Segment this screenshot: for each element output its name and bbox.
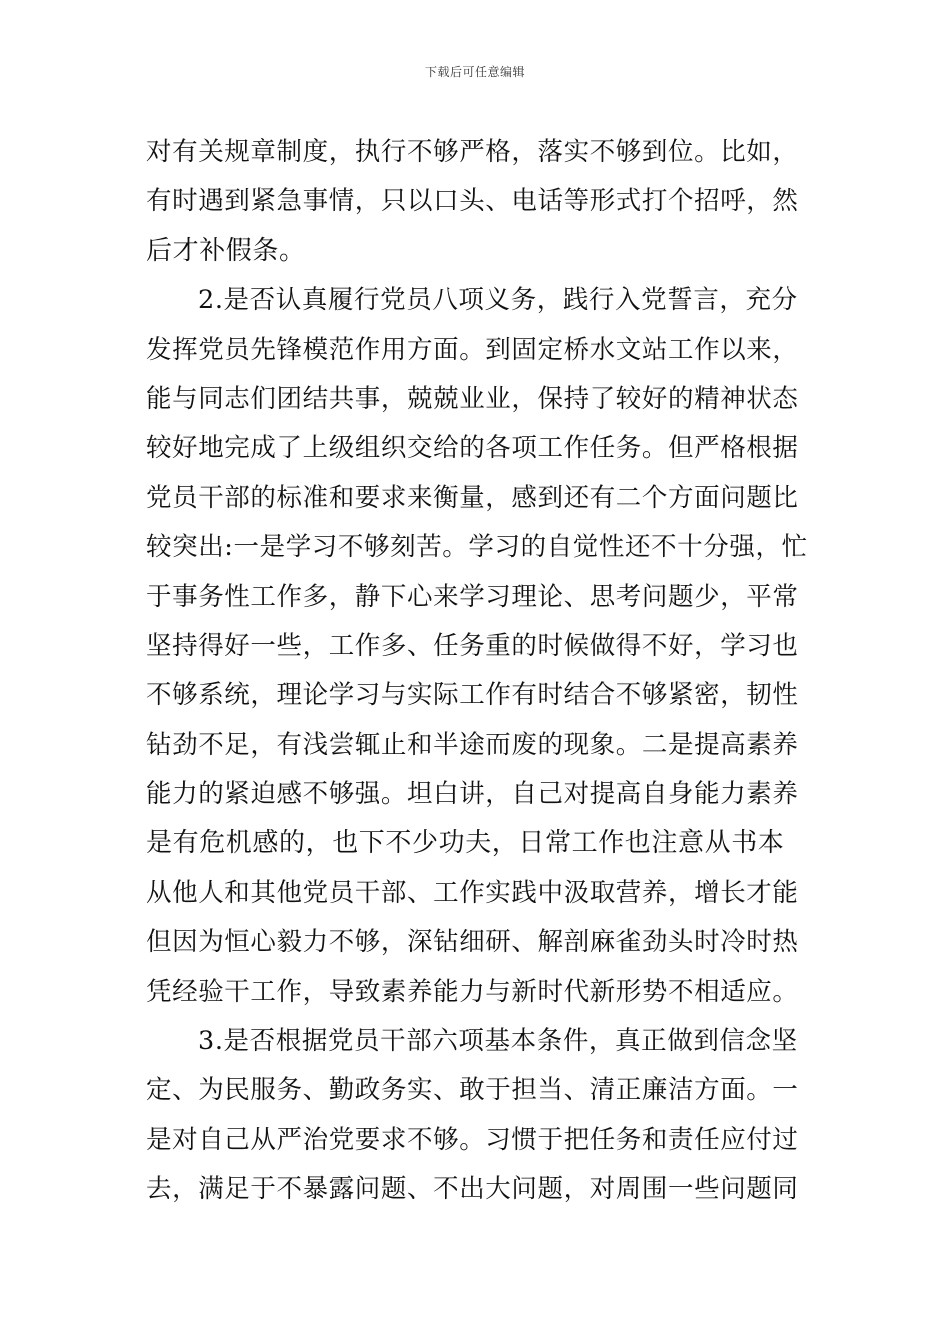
body-line: 是有危机感的，也下不少功夫，日常工作也注意从书本 <box>146 828 785 859</box>
body-line: 后才补假条。 <box>146 235 306 266</box>
body-line: 坚持得好一些，工作多、任务重的时候做得不好，学习也 <box>146 630 799 661</box>
document-body <box>146 128 808 1215</box>
body-line: 凭经验干工作，导致素养能力与新时代新形势不相适应。 <box>146 976 799 1007</box>
paragraph-start-line: 3.是否根据党员干部六项基本条件，真正做到信念坚 <box>198 1026 798 1057</box>
body-line: 发挥党员先锋模范作用方面。到固定桥水文站工作以来， <box>146 334 799 365</box>
body-line: 钻劲不足，有浅尝辄止和半途而废的现象。二是提高素养 <box>146 729 799 760</box>
body-line: 对有关规章制度，执行不够严格，落实不够到位。比如， <box>146 137 799 167</box>
body-line: 能与同志们团结共事，兢兢业业，保持了较好的精神状态 <box>146 383 799 414</box>
body-line: 于事务性工作多，静下心来学习理论、思考问题少，平常 <box>146 581 799 612</box>
body-line: 是对自己从严治党要求不够。习惯于把任务和责任应付过 <box>146 1124 799 1155</box>
body-line: 去，满足于不暴露问题、不出大问题，对周围一些问题同 <box>146 1174 799 1205</box>
page-header: 下载后可任意编辑 <box>424 65 525 79</box>
body-line: 较突出:一是学习不够刻苦。学习的自觉性还不十分强，忙 <box>146 532 808 563</box>
body-line: 从他人和其他党员干部、工作实践中汲取营养，增长才能 <box>146 877 799 908</box>
body-line: 定、为民服务、勤政务实、敢于担当、清正廉洁方面。一 <box>146 1075 799 1106</box>
body-line: 党员干部的标准和要求来衡量，感到还有二个方面问题比 <box>146 482 799 513</box>
paragraph-start-line: 2.是否认真履行党员八项义务，践行入党誓言，充分 <box>198 285 798 316</box>
body-line: 较好地完成了上级组织交给的各项工作任务。但严格根据 <box>146 433 799 464</box>
body-line: 能力的紧迫感不够强。坦白讲，自己对提高自身能力素养 <box>146 779 799 810</box>
body-line: 有时遇到紧急事情，只以口头、电话等形式打个招呼，然 <box>146 186 799 217</box>
body-line: 但因为恒心毅力不够，深钻细研、解剖麻雀劲头时冷时热 <box>146 927 799 958</box>
body-line: 不够系统，理论学习与实际工作有时结合不够紧密，韧性 <box>146 680 799 711</box>
